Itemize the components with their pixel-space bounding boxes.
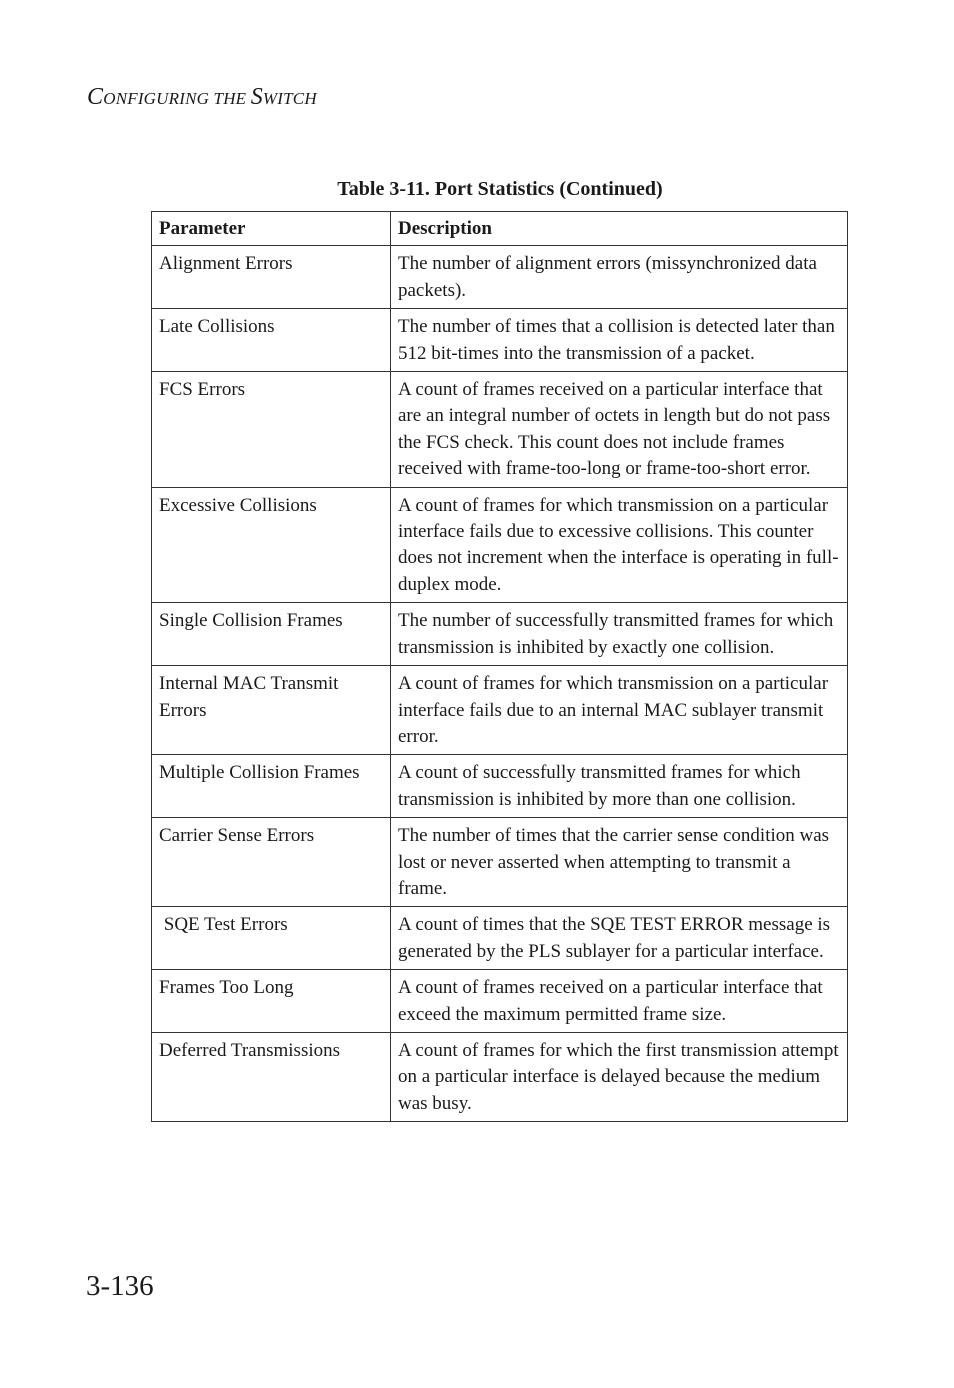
header-initial-c: C	[87, 84, 104, 110]
running-header	[87, 84, 317, 111]
parameter-cell: Frames Too Long	[152, 970, 391, 1033]
description-cell: The number of times that a collision is detected later than 512 bit-times into the transmission of a packet.	[391, 309, 848, 372]
table-row	[152, 372, 848, 488]
parameter-cell: Carrier Sense Errors	[152, 818, 391, 907]
column-header-description: Description	[391, 212, 848, 246]
header-initial-s: S	[250, 84, 263, 110]
table-row	[152, 603, 848, 666]
table-row	[152, 487, 848, 603]
parameter-cell: SQE Test Errors	[152, 907, 391, 970]
description-cell: The number of times that the carrier sense condition was lost or never asserted when attempting to transmit a frame.	[391, 818, 848, 907]
table-row	[152, 666, 848, 755]
description-cell: The number of alignment errors (missynchronized data packets).	[391, 246, 848, 309]
table-body	[152, 246, 848, 1122]
parameter-cell: Late Collisions	[152, 309, 391, 372]
parameter-cell: Deferred Transmissions	[152, 1032, 391, 1121]
parameter-cell: Single Collision Frames	[152, 603, 391, 666]
description-cell: The number of successfully transmitted frames for which transmission is inhibited by exactly one collision.	[391, 603, 848, 666]
table-row	[152, 818, 848, 907]
table-header-row	[152, 212, 848, 246]
parameter-cell: Alignment Errors	[152, 246, 391, 309]
table-row	[152, 970, 848, 1033]
page-number: 3-136	[86, 1270, 154, 1302]
parameter-cell: Excessive Collisions	[152, 487, 391, 603]
header-smallcaps-2: WITCH	[262, 89, 317, 108]
description-cell: A count of frames received on a particular interface that are an integral number of octets in length but do not pass the FCS check. This count does not include frames received with frame-too-long or frame-too-short error.	[391, 372, 848, 488]
description-cell: A count of frames for which transmission on a particular interface fails due to an internal MAC sublayer transmit error.	[391, 666, 848, 755]
description-cell: A count of successfully transmitted frames for which transmission is inhibited by more than one collision.	[391, 755, 848, 818]
table-row	[152, 1032, 848, 1121]
port-statistics-table	[151, 211, 848, 1122]
description-cell: A count of frames for which the first transmission attempt on a particular interface is delayed because the medium was busy.	[391, 1032, 848, 1121]
parameter-cell: Multiple Collision Frames	[152, 755, 391, 818]
column-header-parameter: Parameter	[152, 212, 391, 246]
parameter-cell: Internal MAC Transmit Errors	[152, 666, 391, 755]
header-smallcaps-1: ONFIGURING THE	[103, 89, 251, 108]
parameter-cell: FCS Errors	[152, 372, 391, 488]
table-caption: Table 3-11. Port Statistics (Continued)	[337, 178, 663, 200]
description-cell: A count of frames received on a particular interface that exceed the maximum permitted frame size.	[391, 970, 848, 1033]
table-row	[152, 246, 848, 309]
table-row	[152, 755, 848, 818]
description-cell: A count of times that the SQE TEST ERROR message is generated by the PLS sublayer for a particular interface.	[391, 907, 848, 970]
description-cell: A count of frames for which transmission on a particular interface fails due to excessive collisions. This counter does not increment when the interface is operating in full-duplex mode.	[391, 487, 848, 603]
table-row	[152, 309, 848, 372]
table-row	[152, 907, 848, 970]
